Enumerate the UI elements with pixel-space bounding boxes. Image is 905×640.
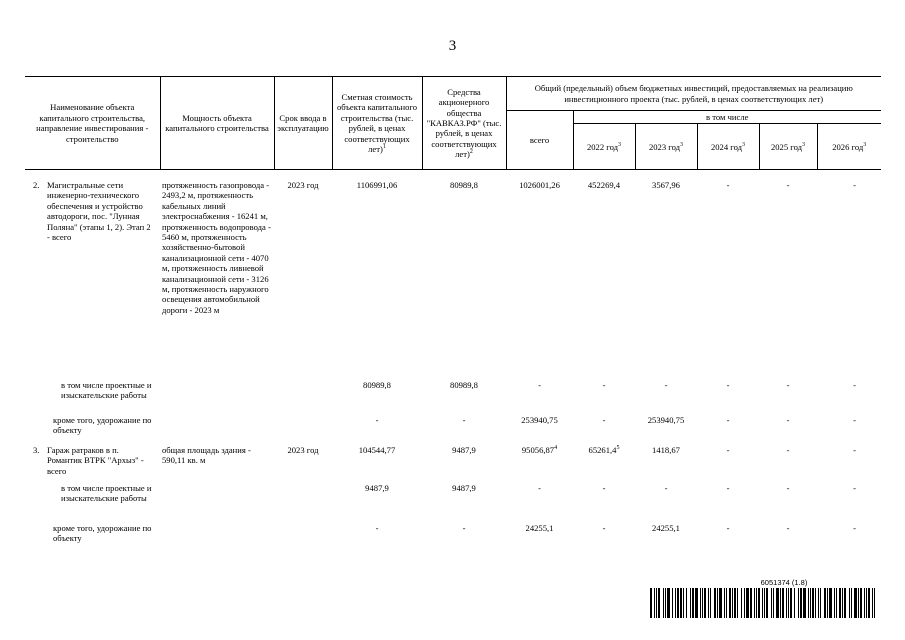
table-row (25, 483, 881, 523)
row-deadline (274, 415, 332, 445)
table-row (25, 445, 881, 483)
barcode-bar (820, 588, 821, 618)
row-2025: - (786, 482, 790, 493)
row-kavkaz: - (462, 414, 466, 425)
barcode-bar (686, 588, 687, 618)
row-deadline (274, 483, 332, 523)
row-estimate: - (375, 414, 379, 425)
row-2024: - (726, 379, 730, 390)
row-deadline: 2023 год (287, 444, 319, 455)
row-2022: 65261,4$^5$ (588, 444, 620, 455)
header-year-2026: 2026 год$^3$ (817, 124, 881, 170)
barcode-bar (849, 588, 850, 618)
barcode-bar (766, 588, 768, 618)
barcode-bar (818, 588, 819, 618)
barcode-bar (844, 588, 846, 618)
row-2022: - (602, 414, 606, 425)
barcode-bar (827, 588, 828, 618)
barcode-bar (746, 588, 749, 618)
barcode-bar (724, 588, 725, 618)
barcode-bar (771, 588, 772, 618)
row-2024: - (726, 522, 730, 533)
row-2025: - (786, 414, 790, 425)
barcode-bar (858, 588, 859, 618)
barcode-bar (683, 588, 684, 618)
row-2026: - (853, 379, 856, 390)
barcode-bar (732, 588, 733, 618)
row-deadline (274, 523, 332, 551)
barcode-bar (798, 588, 799, 618)
row-kavkaz: 9487,9 (452, 482, 476, 493)
row-2026: - (853, 414, 856, 425)
row-total: 253940,75 (521, 414, 558, 425)
row-kavkaz: 9487,9 (452, 444, 476, 455)
row-capacity: общая площадь здания - 590,11 кв. м (162, 444, 251, 466)
row-estimate: 80989,8 (363, 379, 391, 390)
barcode-bar (854, 588, 857, 618)
row-2026: - (853, 482, 856, 493)
barcode-bar (764, 588, 765, 618)
barcode-bar (815, 588, 816, 618)
row-2025: - (786, 444, 790, 455)
row-name-cell: в том числе проектные и изыскательские работы (61, 379, 152, 401)
row-2025: - (786, 379, 790, 390)
row-total: 1026001,26 (519, 179, 560, 190)
barcode-bar (834, 588, 835, 618)
barcode-bar (702, 588, 703, 618)
row-kavkaz: 80989,8 (450, 379, 478, 390)
header-capacity: Мощность объекта капитального строительства (160, 77, 274, 170)
row-2024: - (726, 444, 730, 455)
barcode-bar (692, 588, 694, 618)
row-2022: - (602, 482, 606, 493)
barcode-bar (677, 588, 679, 618)
row-2024: - (726, 482, 730, 493)
barcode-bar (708, 588, 709, 618)
row-capacity: протяженность газопровода - 2493,2 м, протяженность кабельных линий электроснабжения - 16241 м, протяженность водопровода - 5460 м, протяженность хозяйственно-бытовой канализационной сети - 4070 м, протяженность ливневой канализационной сети - 3126 м, протяженность наружного освещения автомобильной дороги - 2023 м (162, 179, 271, 315)
barcode-bar (866, 588, 867, 618)
row-name-cell: кроме того, удорожание по объекту (53, 414, 152, 436)
barcode-bar (786, 588, 787, 618)
row-total: - (538, 379, 541, 390)
barcode-bar (782, 588, 784, 618)
barcode-bar (695, 588, 698, 618)
barcode-bar (810, 588, 811, 618)
barcode-bar (690, 588, 691, 618)
barcode-bar (680, 588, 682, 618)
row-estimate: 1106991,06 (356, 179, 398, 190)
barcode-bar (710, 588, 711, 618)
table-row (25, 180, 881, 380)
barcode-bar (790, 588, 792, 618)
barcode-bar (839, 588, 841, 618)
row-2023: - (664, 482, 668, 493)
header-name: Наименование объекта капитального строительства, направление инвестирования - строительство (25, 77, 160, 170)
barcode-bar (714, 588, 716, 618)
row-deadline (274, 380, 332, 415)
barcode-bar (744, 588, 745, 618)
barcode-bar (773, 588, 774, 618)
barcode-bar (864, 588, 865, 618)
row-capacity (160, 483, 274, 523)
row-2022: - (602, 522, 606, 533)
barcode-bar (750, 588, 752, 618)
barcode-bar (700, 588, 701, 618)
barcode (650, 588, 878, 618)
row-estimate: 104544,77 (358, 444, 396, 455)
barcode-bar (665, 588, 666, 618)
barcode-bar (658, 588, 660, 618)
row-2023: 1418,67 (652, 444, 680, 455)
table-row (25, 523, 881, 551)
row-2024: - (726, 179, 730, 190)
row-name-cell: в том числе проектные и изыскательские работы (61, 482, 152, 504)
row-name-cell: 2. Магистральные сети инженерно-технического обеспечения и устройство автодороги, пос. "Лунная Поляна" (этапы 1, 2). Этап 2 - всего (33, 179, 151, 242)
row-total: - (538, 482, 541, 493)
barcode-bar (656, 588, 657, 618)
row-2023: 253940,75 (647, 414, 685, 425)
table-row (25, 415, 881, 445)
row-2026: - (853, 179, 856, 190)
row-2023: 3567,96 (652, 179, 680, 190)
barcode-bar (650, 588, 652, 618)
barcode-bar (842, 588, 843, 618)
barcode-bar (756, 588, 757, 618)
investment-table (25, 76, 881, 551)
barcode-bar (754, 588, 755, 618)
header-kavkaz: Средства акционерного общества "КАВКАЗ.РФ" (тыс. рублей, в ценах соответствующих лет)$^2$ (422, 77, 506, 170)
header-year-2025: 2025 год$^3$ (759, 124, 817, 170)
row-kavkaz: - (462, 522, 466, 533)
barcode-bar (874, 588, 875, 618)
barcode-bar (717, 588, 718, 618)
barcode-bar (788, 588, 789, 618)
barcode-bar (667, 588, 670, 618)
row-capacity (160, 523, 274, 551)
header-year-2023: 2023 год$^3$ (635, 124, 697, 170)
barcode-bar (803, 588, 806, 618)
barcode-bar (741, 588, 742, 618)
row-kavkaz: 80989,8 (450, 179, 478, 190)
barcode-bar (663, 588, 664, 618)
row-name-cell: 3. Гараж ратраков в п. Романтик ВТРК "Архыз" - всего (33, 444, 144, 476)
barcode-bar (726, 588, 727, 618)
row-2026: - (853, 522, 856, 533)
header-including: в том числе (573, 111, 881, 124)
row-2024: - (726, 414, 730, 425)
row-2022: 452269,4 (587, 179, 621, 190)
header-deadline: Срок ввода в эксплуатацию (274, 77, 332, 170)
barcode-bar (762, 588, 763, 618)
row-total: 95056,87$^4$ (521, 444, 558, 455)
row-capacity (160, 380, 274, 415)
page-number: 3 (448, 38, 457, 54)
barcode-bar (794, 588, 795, 618)
barcode-bar (800, 588, 802, 618)
barcode-bar (824, 588, 826, 618)
row-2023: - (664, 379, 668, 390)
barcode-bar (758, 588, 760, 618)
barcode-bar (654, 588, 655, 618)
header-estimate: Сметная стоимость объекта капитального строительства (тыс. рублей, в ценах соответствующих лет)$^1$ (332, 77, 422, 170)
barcode-text: 6051374 (1.8) (760, 578, 808, 587)
header-total: всего (506, 111, 573, 170)
barcode-bar (860, 588, 862, 618)
header-year-2024: 2024 год$^3$ (697, 124, 759, 170)
header-total-group: Общий (предельный) объем бюджетных инвестиций, предоставляемых на реализацию инвестиционного проекта (тыс. рублей, в ценах соответствующих лет) (506, 77, 881, 111)
barcode-bar (872, 588, 873, 618)
row-2023: 24255,1 (652, 522, 680, 533)
barcode-bar (808, 588, 809, 618)
barcode-bar (812, 588, 814, 618)
barcode-bar (868, 588, 870, 618)
header-year-2022: 2022 год$^3$ (573, 124, 635, 170)
row-2026: - (853, 444, 856, 455)
barcode-bar (729, 588, 731, 618)
barcode-bar (737, 588, 738, 618)
barcode-bar (704, 588, 706, 618)
barcode-bar (780, 588, 781, 618)
barcode-bar (829, 588, 832, 618)
row-estimate: - (375, 522, 379, 533)
row-capacity (160, 415, 274, 445)
barcode-bar (719, 588, 722, 618)
table-header (25, 77, 881, 170)
barcode-bar (851, 588, 852, 618)
row-2025: - (786, 522, 790, 533)
row-total: 24255,1 (525, 522, 554, 533)
barcode-bar (836, 588, 837, 618)
row-deadline: 2023 год (287, 179, 319, 190)
barcode-block (650, 578, 878, 618)
row-name-cell: кроме того, удорожание по объекту (53, 522, 152, 544)
row-2022: - (602, 379, 606, 390)
barcode-bar (734, 588, 736, 618)
barcode-bar (672, 588, 673, 618)
row-2025: - (786, 179, 790, 190)
row-estimate: 9487,9 (365, 482, 389, 493)
table-row (25, 380, 881, 415)
barcode-bar (776, 588, 779, 618)
barcode-bar (675, 588, 676, 618)
